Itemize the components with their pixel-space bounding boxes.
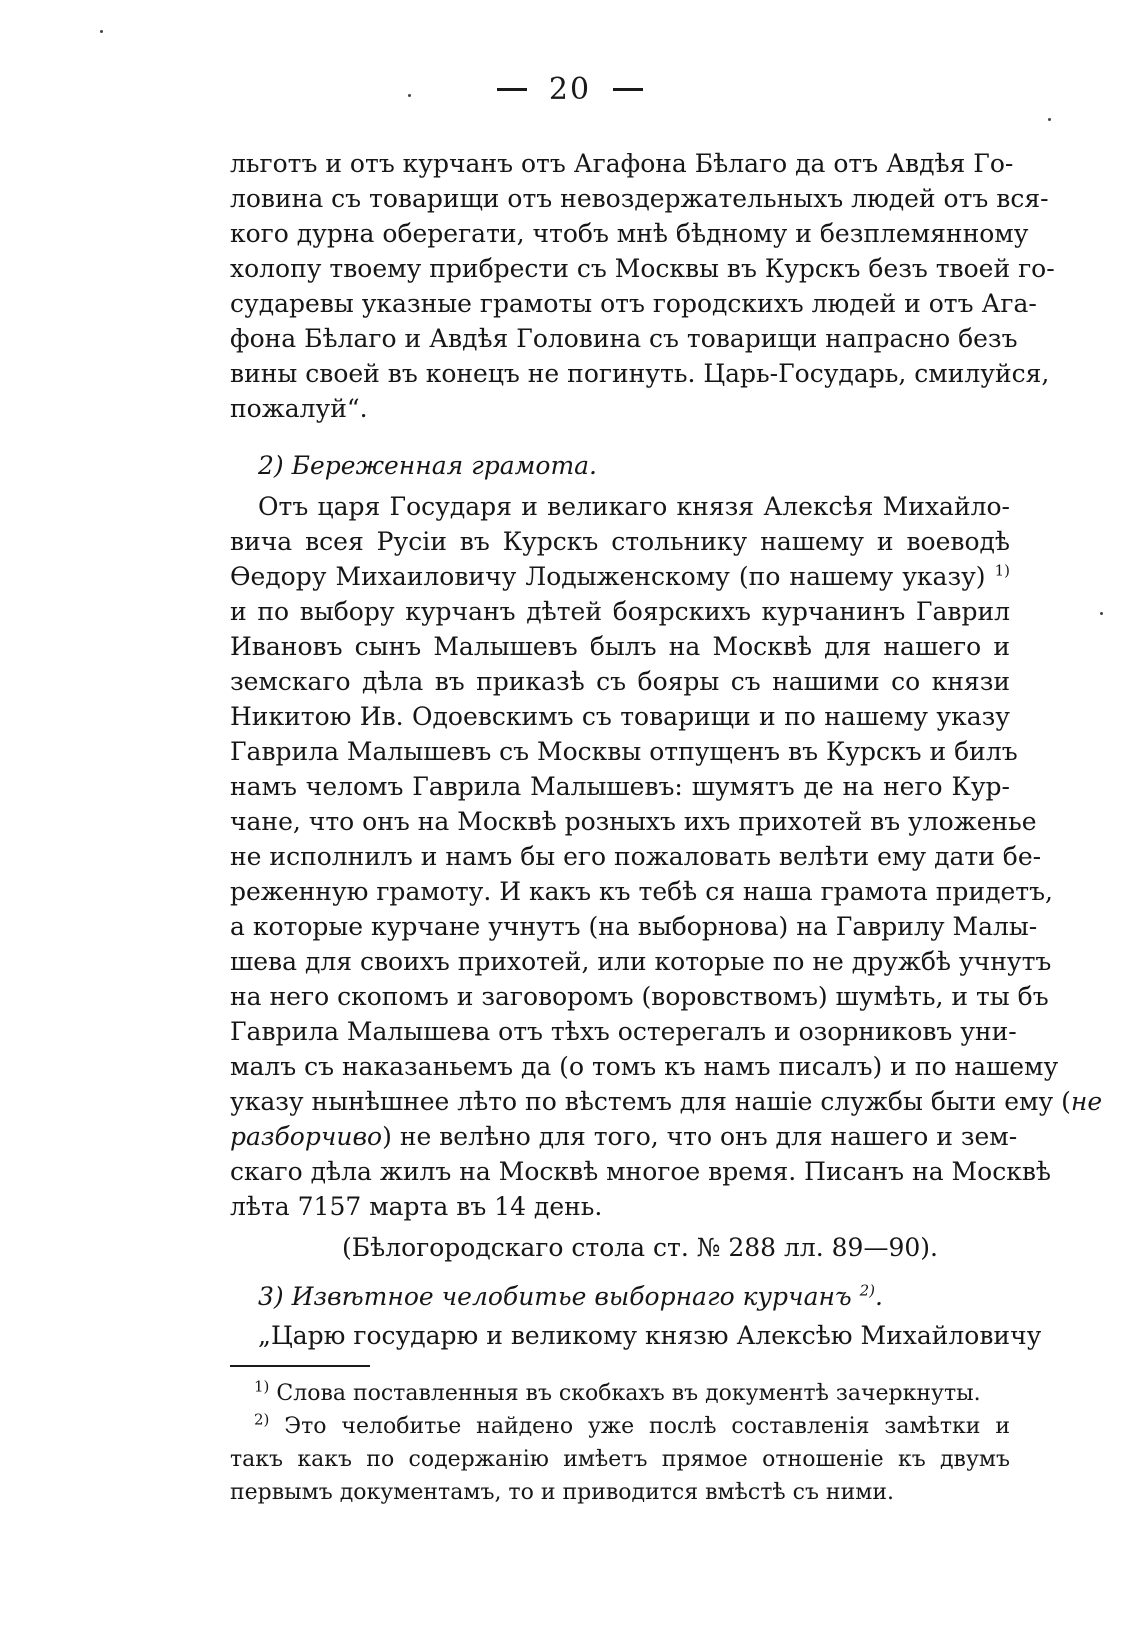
page-number (0, 72, 1140, 107)
text-line: Отъ царя Государя и великаго князя Алексѣя Михайло- (258, 492, 1010, 521)
text-line (230, 1119, 1018, 1154)
footnote-2-line: первымъ документамъ, то и приводится вмѣстѣ съ ними. (230, 1480, 895, 1505)
scan-speck (1100, 612, 1103, 615)
text-line: фона Бѣлаго и Авдѣя Головина съ товарищи напрасно безъ (230, 324, 1018, 353)
text-line: Ивановъ сынъ Малышевъ былъ на Москвѣ для нашего и (230, 632, 1010, 661)
footnote-1-text: Слова поставленныя въ скобкахъ въ документѣ зачеркнуты. (276, 1381, 981, 1406)
text-line: ловина съ товарищи отъ невоздержательныхъ людей отъ вся- (230, 184, 1049, 213)
text-line (230, 1084, 1103, 1119)
text-line: кого дурна оберегати, чтобъ мнѣ бѣдному и безплемянному (230, 219, 1029, 248)
scan-speck (1048, 118, 1051, 121)
page-number-dash-right (613, 88, 643, 91)
text-line: Гаврила Малышева отъ тѣхъ остерегалъ и озорниковъ уни- (230, 1017, 1017, 1046)
text-line: малъ съ наказаньемъ да (о томъ къ намъ писалъ) и по нашему (230, 1052, 1059, 1081)
text-segment: Ѳедору Михаиловичу Лодыженскому (по нашему указу) (230, 562, 986, 591)
editorial-note-italic: разборчиво (230, 1122, 383, 1151)
text-line: и по выбору курчанъ дѣтей боярскихъ курчанинъ Гаврил (230, 597, 1010, 626)
text-line: лѣта 7157 марта въ 14 день. (230, 1192, 603, 1221)
footnote-marker-2: 2) (254, 1410, 270, 1429)
text-line: Никитою Ив. Одоевскимъ съ товарищи и по нашему указу (230, 702, 1010, 731)
footnote-ref-1: 1) (994, 561, 1010, 580)
text-line: на него скопомъ и заговоромъ (воровствомъ) шумѣть, и ты бъ (230, 982, 1049, 1011)
scan-speck (100, 30, 103, 33)
scan-speck (408, 94, 411, 97)
text-line: льготъ и отъ курчанъ отъ Агафона Бѣлаго да отъ Авдѣя Го- (230, 149, 1014, 178)
page-number-value: 20 (548, 72, 592, 107)
footnote-2-line: такъ какъ по содержанію имѣетъ прямое отношеніе къ двумъ (230, 1447, 1010, 1472)
footnote-ref-2: 2) (859, 1281, 875, 1300)
text-line: не исполнилъ и намъ бы его пожаловать велѣти ему дати бе- (230, 842, 1042, 871)
text-line: земскаго дѣла въ приказѣ съ бояры съ нашими со князи (230, 667, 1010, 696)
section-heading-3 (230, 1279, 1010, 1314)
text-line: сударевы указные грамоты отъ городскихъ людей и отъ Ага- (230, 289, 1037, 318)
text-line: чане, что онъ на Москвѣ розныхъ ихъ прихотей въ уложенье (230, 807, 1037, 836)
body-text (230, 146, 1103, 1509)
text-line: Гаврила Малышевъ съ Москвы отпущенъ въ Курскъ и билъ (230, 737, 1018, 766)
heading-text: 3) Извѣтное челобитье выборнаго курчанъ (258, 1282, 852, 1311)
text-line: „Царю государю и великому князю Алексѣю Михайловичу (258, 1321, 1042, 1350)
text-line: шева для своихъ прихотей, или которые по не дружбѣ учнутъ (230, 947, 1052, 976)
footnote-divider (230, 1365, 370, 1367)
paragraph-protective-charter (230, 489, 1103, 1265)
paragraph-petition-continuation (230, 146, 1055, 426)
archive-reference: (Бѣлогородскаго стола ст. № 288 лл. 89—90). (342, 1233, 938, 1262)
footnote-marker-1: 1) (254, 1377, 270, 1396)
section-heading-2: 2) Береженная грамота. (258, 451, 598, 480)
footnote-1 (230, 1377, 1010, 1410)
text-line: намъ челомъ Гаврила Малышевъ: шумятъ де на него Кур- (230, 772, 1010, 801)
heading-period: . (874, 1282, 883, 1311)
text-line: скаго дѣла жилъ на Москвѣ многое время. Писанъ на Москвѣ (230, 1157, 1051, 1186)
editorial-note-italic: не (1070, 1087, 1103, 1116)
text-line: вича всея Русіи въ Курскъ стольнику нашему и воеводѣ (230, 527, 1010, 556)
text-line: а которые курчане учнутъ (на выборнова) на Гаврилу Малы- (230, 912, 1038, 941)
footnote-2-line (230, 1410, 1010, 1443)
text-line: вины своей въ конецъ не погинуть. Царь-Государь, смилуйся, (230, 359, 1050, 388)
footnotes (230, 1377, 1010, 1509)
footnote-2-text: Это челобитье найдено уже послѣ составленія замѣтки и (284, 1414, 1011, 1439)
text-line: холопу твоему прибрести съ Москвы въ Курскъ безъ твоей го- (230, 254, 1055, 283)
page-number-dash-left (497, 88, 527, 91)
text-segment: ) не велѣно для того, что онъ для нашего и зем- (382, 1122, 1018, 1151)
text-segment: указу нынѣшнее лѣто по вѣстемъ для нашіе службы быти ему ( (230, 1087, 1071, 1116)
text-line: пожалуй“. (230, 394, 368, 423)
text-line: реженную грамоту. И какъ къ тебѣ ся наша грамота придетъ, (230, 877, 1053, 906)
text-line (230, 559, 1010, 594)
